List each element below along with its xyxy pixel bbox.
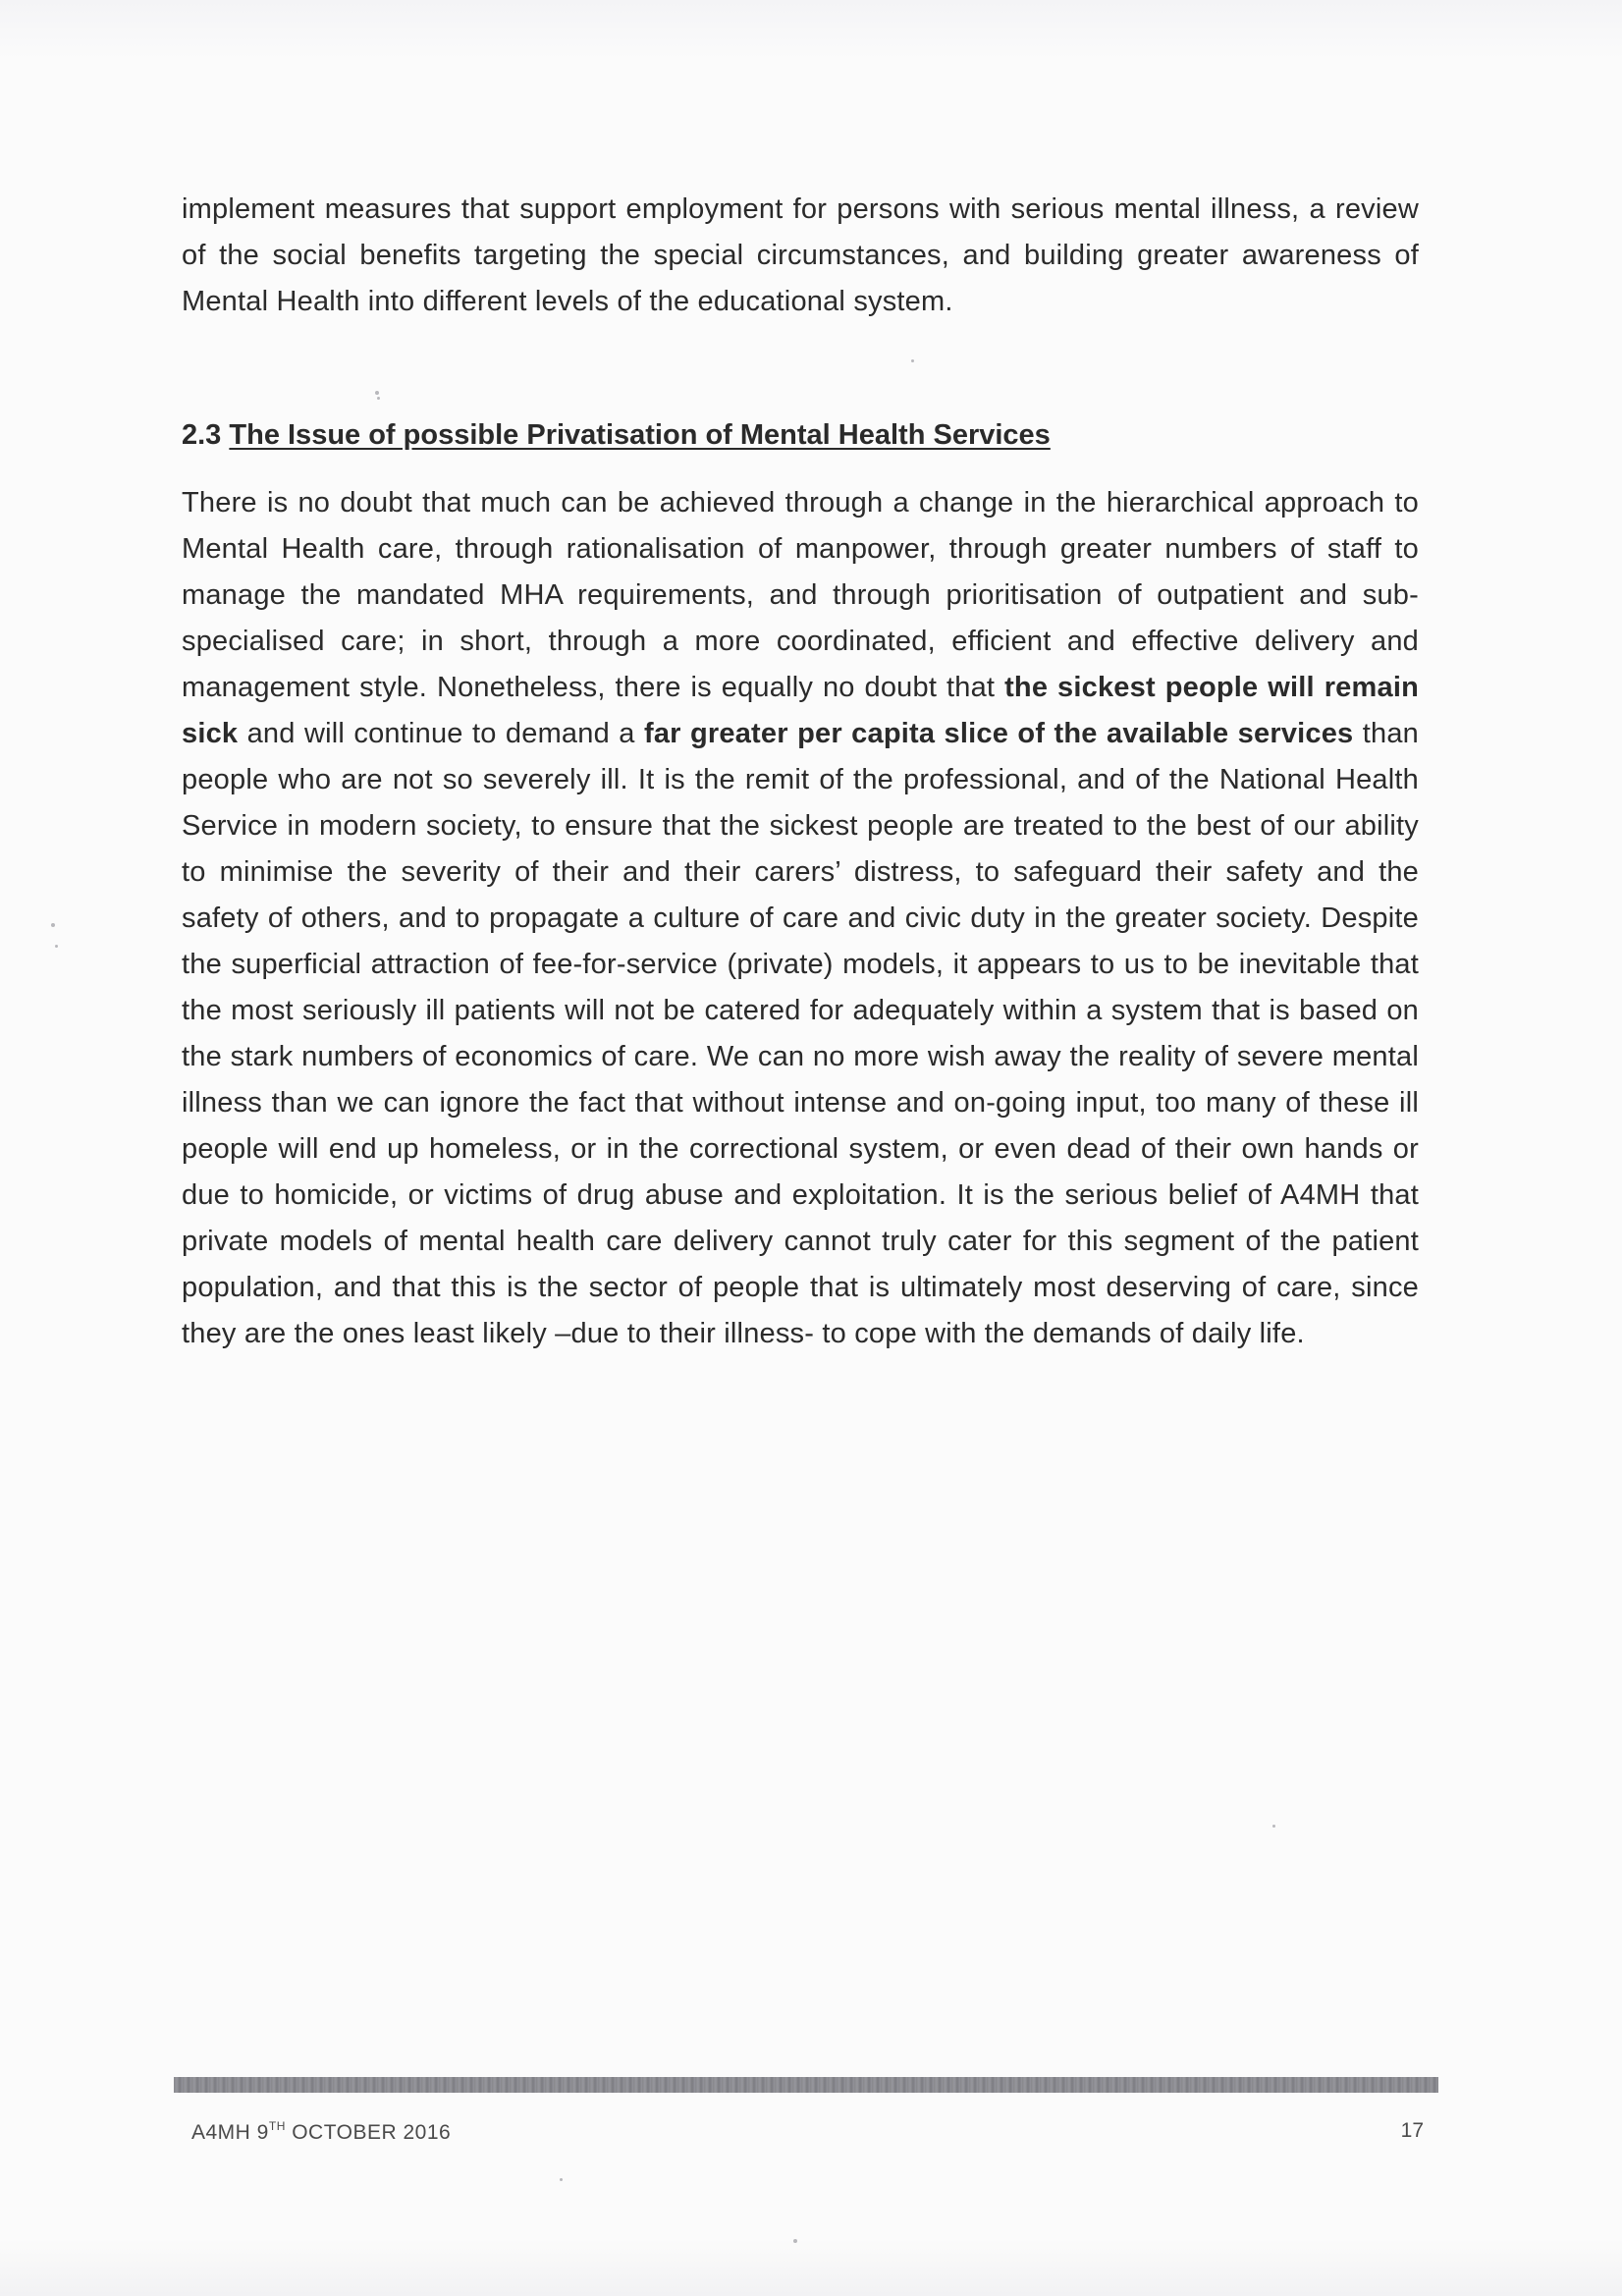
main-paragraph <box>182 480 1419 1357</box>
page-number: 17 <box>1400 2119 1424 2142</box>
section-heading <box>182 415 1419 455</box>
footer-superscript: TH <box>268 2119 286 2133</box>
main-paragraph-bold-1: the sickest people will remain sick <box>182 672 1419 749</box>
main-paragraph-text-2: and will continue to demand a <box>238 718 644 749</box>
scan-speck <box>55 945 58 948</box>
footer-org-date <box>191 2119 451 2145</box>
scan-speck <box>375 391 379 395</box>
main-paragraph-text-1: There is no doubt that much can be achieved through a change in the hierarchical approach to Mental Health care, through rationalisation of manpower, through greater numbers of staff to manage the mandated MHA requirements, and through prioritisation of outpatient and sub-specialised care; in short, through a more coordinated, efficient and effective delivery and management style. Nonetheless, there is equally no doubt that <box>182 487 1419 703</box>
scan-speck <box>51 923 55 927</box>
scan-speck <box>377 397 380 400</box>
scan-speck <box>560 2178 563 2181</box>
main-paragraph-text-3: than people who are not so severely ill. It is the remit of the professional, and of the National Health Service in modern society, to ensure that the sickest people are treated to the best of our ability to minimise the severity of their and their carers’ distress, to safeguard their safety and the safety of others, and to propagate a culture of care and civic duty in the greater society. Despite the superficial attraction of fee-for-service (private) models, it appears to us to be inevitable that the most seriously ill patients will not be catered for adequately within a system that is based on the stark numbers of economics of care. We can no more wish away the reality of severe mental illness than we can ignore the fact that without intense and on-going input, too many of these ill people will end up homeless, or in the correctional system, or even dead of their own hands or due to homicide, or victims of drug abuse and exploitation. It is the serious belief of A4MH that private models of mental health care delivery cannot truly cater for this segment of the patient population, and that this is the sector of people that is ultimately most deserving of care, since they are the ones least likely –due to their illness- to cope with the demands of daily life. <box>182 718 1419 1349</box>
section-number: 2.3 <box>182 419 222 451</box>
main-paragraph-bold-2: far greater per capita slice of the available services <box>643 718 1354 749</box>
page-content <box>182 187 1419 1357</box>
section-title: The Issue of possible Privatisation of Mental Health Services <box>229 419 1051 451</box>
footer-date-suffix: OCTOBER 2016 <box>285 2121 452 2144</box>
scan-speck <box>911 359 914 362</box>
continuation-paragraph: implement measures that support employment for persons with serious mental illness, a review of the social benefits targeting the special circumstances, and building greater awareness of Mental Health into different levels of the educational system. <box>182 193 1419 317</box>
footer-rule <box>174 2077 1438 2093</box>
scan-speck <box>1272 1825 1275 1828</box>
footer-org-date-prefix: A4MH 9 <box>191 2121 269 2144</box>
scan-speck <box>793 2239 797 2243</box>
